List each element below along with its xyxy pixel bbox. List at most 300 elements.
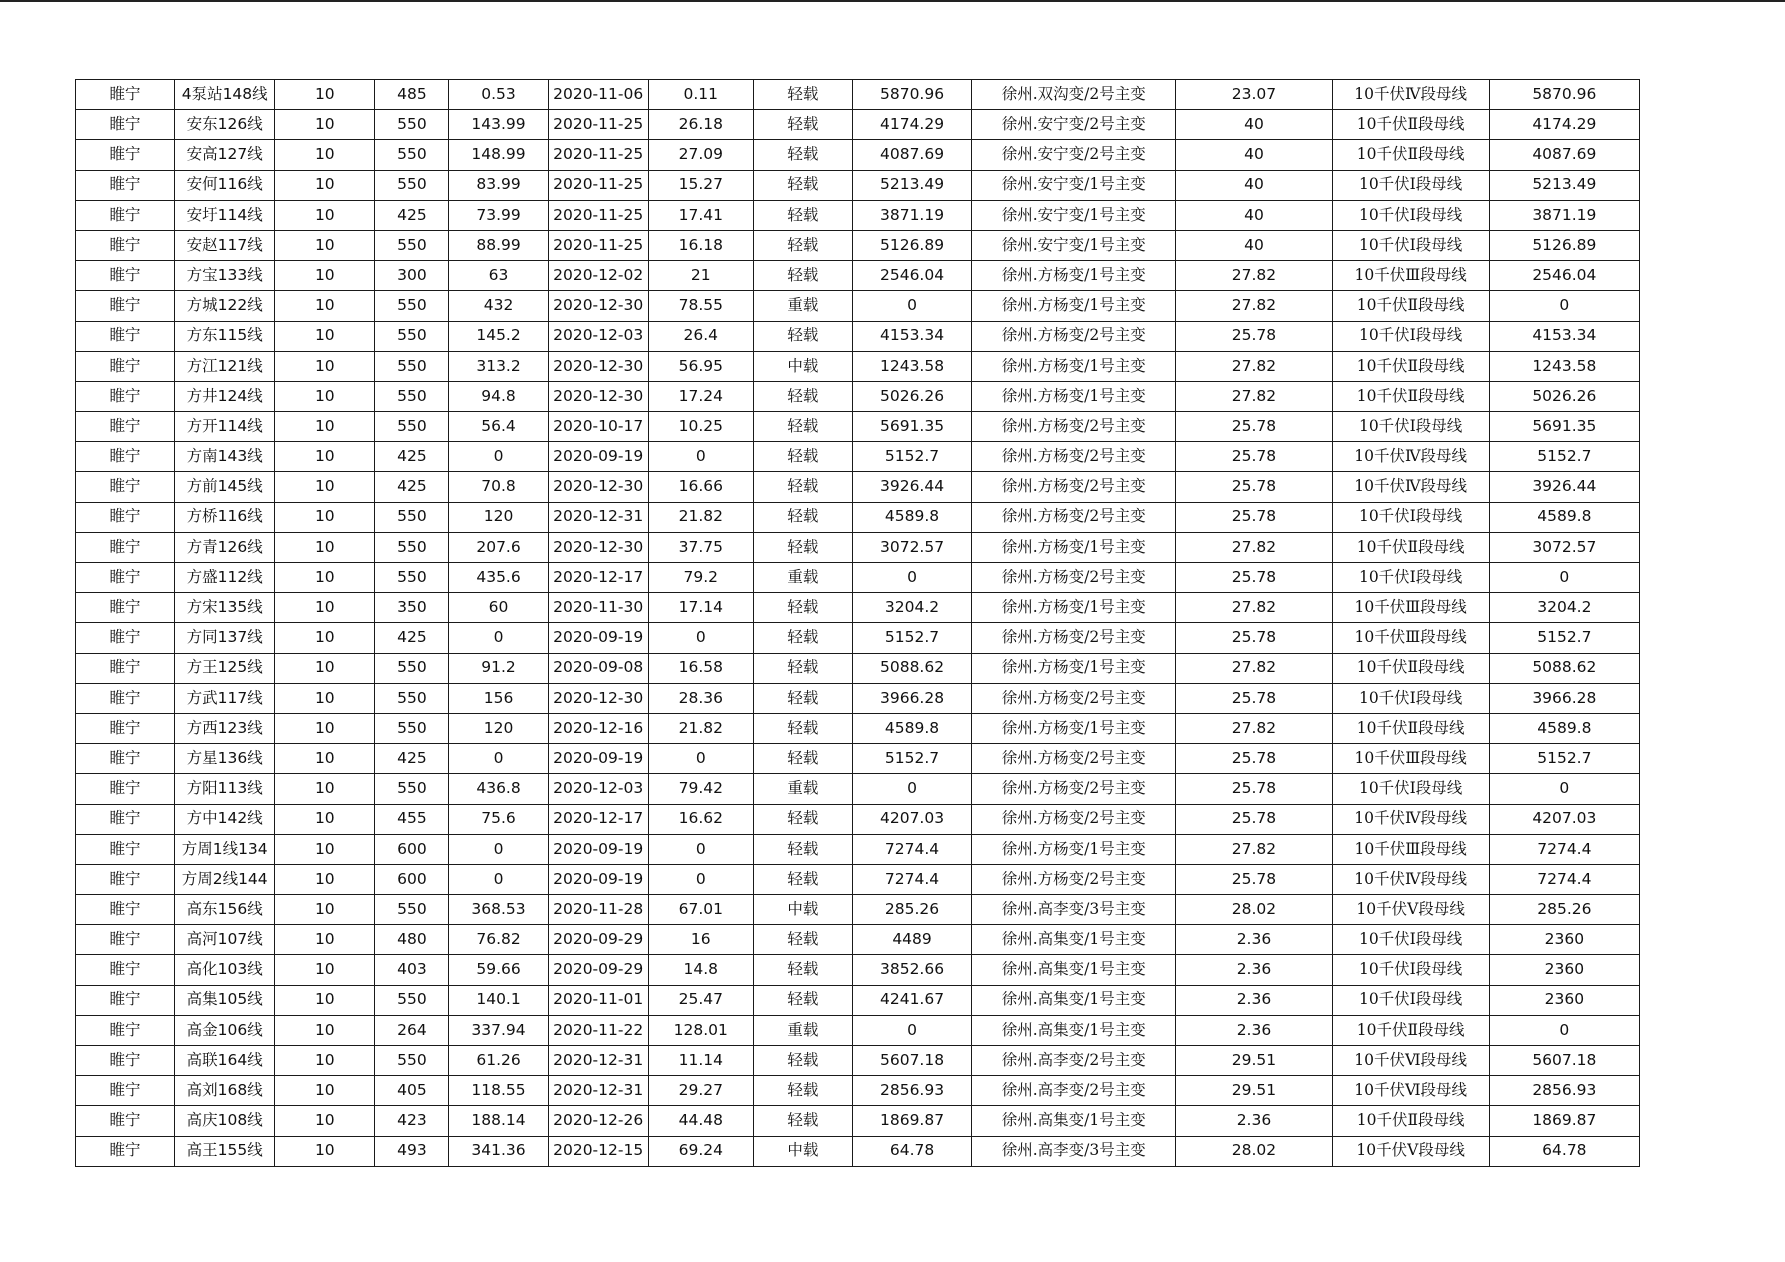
cell-bus-available: 0 bbox=[1489, 563, 1639, 593]
cell-rated-current: 550 bbox=[375, 1046, 449, 1076]
table-row bbox=[76, 291, 1640, 321]
cell-county: 睢宁 bbox=[76, 472, 175, 502]
cell-load-status: 轻载 bbox=[753, 864, 852, 894]
cell-load-status: 中载 bbox=[753, 895, 852, 925]
cell-voltage-kv: 10 bbox=[275, 925, 375, 955]
cell-bus-available: 3871.19 bbox=[1489, 200, 1639, 230]
cell-voltage-kv: 10 bbox=[275, 321, 375, 351]
cell-substation-transformer: 徐州.方杨变/2号主变 bbox=[972, 774, 1176, 804]
cell-county: 睢宁 bbox=[76, 502, 175, 532]
cell-rated-current: 300 bbox=[375, 261, 449, 291]
cell-line: 方周2线144 bbox=[175, 864, 275, 894]
cell-bus: 10千伏Ⅰ段母线 bbox=[1332, 412, 1489, 442]
cell-rated-current: 550 bbox=[375, 351, 449, 381]
cell-max-current: 88.99 bbox=[449, 230, 548, 260]
cell-bus-available: 3966.28 bbox=[1489, 683, 1639, 713]
cell-substation-transformer: 徐州.方杨变/1号主变 bbox=[972, 381, 1176, 411]
cell-max-current: 435.6 bbox=[449, 563, 548, 593]
cell-county: 睢宁 bbox=[76, 1136, 175, 1166]
cell-load-status: 轻载 bbox=[753, 683, 852, 713]
cell-available-capacity: 2856.93 bbox=[852, 1076, 971, 1106]
cell-bus: 10千伏Ⅲ段母线 bbox=[1332, 834, 1489, 864]
cell-max-time: 2020-12-30 bbox=[548, 532, 648, 562]
cell-bus: 10千伏Ⅰ段母线 bbox=[1332, 774, 1489, 804]
cell-line: 方东115线 bbox=[175, 321, 275, 351]
cell-voltage-kv: 10 bbox=[275, 1106, 375, 1136]
cell-rated-current: 600 bbox=[375, 864, 449, 894]
cell-bus-available: 4174.29 bbox=[1489, 110, 1639, 140]
cell-bus-available: 2360 bbox=[1489, 925, 1639, 955]
cell-substation-transformer: 徐州.安宁变/2号主变 bbox=[972, 140, 1176, 170]
cell-voltage-kv: 10 bbox=[275, 563, 375, 593]
cell-rated-current: 264 bbox=[375, 1015, 449, 1045]
cell-county: 睢宁 bbox=[76, 110, 175, 140]
cell-load-rate: 28.36 bbox=[648, 683, 753, 713]
cell-load-rate: 79.2 bbox=[648, 563, 753, 593]
cell-voltage-kv: 10 bbox=[275, 200, 375, 230]
cell-voltage-kv: 10 bbox=[275, 834, 375, 864]
cell-max-current: 94.8 bbox=[449, 381, 548, 411]
cell-rated-current: 480 bbox=[375, 925, 449, 955]
cell-load-rate: 11.14 bbox=[648, 1046, 753, 1076]
cell-load-status: 轻载 bbox=[753, 955, 852, 985]
cell-line: 方城122线 bbox=[175, 291, 275, 321]
cell-bus-available: 7274.4 bbox=[1489, 834, 1639, 864]
cell-max-time: 2020-12-02 bbox=[548, 261, 648, 291]
cell-transformer-capacity: 40 bbox=[1176, 200, 1332, 230]
cell-voltage-kv: 10 bbox=[275, 1046, 375, 1076]
cell-substation-transformer: 徐州.方杨变/1号主变 bbox=[972, 834, 1176, 864]
cell-substation-transformer: 徐州.方杨变/2号主变 bbox=[972, 744, 1176, 774]
cell-rated-current: 425 bbox=[375, 623, 449, 653]
cell-line: 安赵117线 bbox=[175, 230, 275, 260]
cell-load-rate: 16.58 bbox=[648, 653, 753, 683]
cell-substation-transformer: 徐州.方杨变/2号主变 bbox=[972, 502, 1176, 532]
cell-bus: 10千伏Ⅴ段母线 bbox=[1332, 1136, 1489, 1166]
cell-line: 方阳113线 bbox=[175, 774, 275, 804]
cell-bus: 10千伏Ⅳ段母线 bbox=[1332, 804, 1489, 834]
cell-line: 方星136线 bbox=[175, 744, 275, 774]
feeder-load-table bbox=[75, 79, 1640, 1167]
cell-substation-transformer: 徐州.方杨变/1号主变 bbox=[972, 351, 1176, 381]
cell-voltage-kv: 10 bbox=[275, 381, 375, 411]
cell-available-capacity: 0 bbox=[852, 291, 971, 321]
cell-voltage-kv: 10 bbox=[275, 230, 375, 260]
cell-transformer-capacity: 40 bbox=[1176, 230, 1332, 260]
cell-transformer-capacity: 27.82 bbox=[1176, 291, 1332, 321]
cell-voltage-kv: 10 bbox=[275, 623, 375, 653]
cell-substation-transformer: 徐州.双沟变/2号主变 bbox=[972, 80, 1176, 110]
cell-rated-current: 425 bbox=[375, 442, 449, 472]
cell-load-status: 轻载 bbox=[753, 321, 852, 351]
cell-substation-transformer: 徐州.方杨变/2号主变 bbox=[972, 563, 1176, 593]
cell-voltage-kv: 10 bbox=[275, 653, 375, 683]
cell-load-rate: 15.27 bbox=[648, 170, 753, 200]
cell-max-time: 2020-12-03 bbox=[548, 321, 648, 351]
cell-available-capacity: 7274.4 bbox=[852, 834, 971, 864]
cell-load-status: 轻载 bbox=[753, 925, 852, 955]
cell-max-time: 2020-09-19 bbox=[548, 744, 648, 774]
cell-load-status: 轻载 bbox=[753, 834, 852, 864]
cell-voltage-kv: 10 bbox=[275, 955, 375, 985]
cell-max-current: 70.8 bbox=[449, 472, 548, 502]
table-row bbox=[76, 472, 1640, 502]
cell-substation-transformer: 徐州.高集变/1号主变 bbox=[972, 925, 1176, 955]
table-row bbox=[76, 170, 1640, 200]
cell-transformer-capacity: 2.36 bbox=[1176, 985, 1332, 1015]
cell-available-capacity: 5126.89 bbox=[852, 230, 971, 260]
cell-substation-transformer: 徐州.高集变/1号主变 bbox=[972, 955, 1176, 985]
cell-rated-current: 423 bbox=[375, 1106, 449, 1136]
cell-rated-current: 550 bbox=[375, 532, 449, 562]
table-row bbox=[76, 864, 1640, 894]
cell-voltage-kv: 10 bbox=[275, 1015, 375, 1045]
cell-transformer-capacity: 25.78 bbox=[1176, 683, 1332, 713]
cell-line: 方中142线 bbox=[175, 804, 275, 834]
cell-county: 睢宁 bbox=[76, 412, 175, 442]
cell-substation-transformer: 徐州.方杨变/2号主变 bbox=[972, 623, 1176, 653]
cell-bus-available: 5870.96 bbox=[1489, 80, 1639, 110]
cell-voltage-kv: 10 bbox=[275, 774, 375, 804]
cell-load-rate: 21.82 bbox=[648, 713, 753, 743]
cell-available-capacity: 5691.35 bbox=[852, 412, 971, 442]
cell-max-current: 148.99 bbox=[449, 140, 548, 170]
cell-line: 安高127线 bbox=[175, 140, 275, 170]
cell-bus-available: 1243.58 bbox=[1489, 351, 1639, 381]
cell-substation-transformer: 徐州.方杨变/2号主变 bbox=[972, 321, 1176, 351]
cell-rated-current: 550 bbox=[375, 140, 449, 170]
cell-load-rate: 0 bbox=[648, 442, 753, 472]
cell-transformer-capacity: 29.51 bbox=[1176, 1076, 1332, 1106]
cell-rated-current: 550 bbox=[375, 321, 449, 351]
cell-bus-available: 1869.87 bbox=[1489, 1106, 1639, 1136]
cell-available-capacity: 5870.96 bbox=[852, 80, 971, 110]
cell-line: 高庆108线 bbox=[175, 1106, 275, 1136]
cell-transformer-capacity: 25.78 bbox=[1176, 412, 1332, 442]
cell-county: 睢宁 bbox=[76, 291, 175, 321]
cell-substation-transformer: 徐州.方杨变/1号主变 bbox=[972, 261, 1176, 291]
cell-transformer-capacity: 28.02 bbox=[1176, 895, 1332, 925]
cell-rated-current: 550 bbox=[375, 110, 449, 140]
cell-bus-available: 285.26 bbox=[1489, 895, 1639, 925]
table-row bbox=[76, 230, 1640, 260]
cell-max-time: 2020-12-31 bbox=[548, 502, 648, 532]
cell-bus-available: 5152.7 bbox=[1489, 744, 1639, 774]
cell-line: 高王155线 bbox=[175, 1136, 275, 1166]
cell-line: 安何116线 bbox=[175, 170, 275, 200]
cell-bus-available: 2360 bbox=[1489, 985, 1639, 1015]
cell-bus-available: 5088.62 bbox=[1489, 653, 1639, 683]
cell-county: 睢宁 bbox=[76, 442, 175, 472]
cell-max-time: 2020-12-16 bbox=[548, 713, 648, 743]
cell-county: 睢宁 bbox=[76, 1015, 175, 1045]
cell-line: 方宋135线 bbox=[175, 593, 275, 623]
cell-substation-transformer: 徐州.方杨变/1号主变 bbox=[972, 593, 1176, 623]
cell-line: 方前145线 bbox=[175, 472, 275, 502]
cell-rated-current: 455 bbox=[375, 804, 449, 834]
cell-rated-current: 550 bbox=[375, 170, 449, 200]
cell-load-status: 重载 bbox=[753, 291, 852, 321]
cell-max-current: 368.53 bbox=[449, 895, 548, 925]
cell-max-current: 0 bbox=[449, 442, 548, 472]
cell-transformer-capacity: 25.78 bbox=[1176, 321, 1332, 351]
cell-max-time: 2020-09-29 bbox=[548, 955, 648, 985]
cell-voltage-kv: 10 bbox=[275, 895, 375, 925]
cell-load-status: 轻载 bbox=[753, 1076, 852, 1106]
cell-load-rate: 25.47 bbox=[648, 985, 753, 1015]
cell-available-capacity: 5213.49 bbox=[852, 170, 971, 200]
cell-available-capacity: 285.26 bbox=[852, 895, 971, 925]
cell-max-time: 2020-09-19 bbox=[548, 623, 648, 653]
cell-substation-transformer: 徐州.方杨变/1号主变 bbox=[972, 532, 1176, 562]
cell-max-time: 2020-09-19 bbox=[548, 442, 648, 472]
cell-rated-current: 550 bbox=[375, 291, 449, 321]
cell-rated-current: 403 bbox=[375, 955, 449, 985]
cell-transformer-capacity: 27.82 bbox=[1176, 261, 1332, 291]
cell-transformer-capacity: 27.82 bbox=[1176, 593, 1332, 623]
cell-rated-current: 550 bbox=[375, 895, 449, 925]
cell-available-capacity: 5088.62 bbox=[852, 653, 971, 683]
cell-available-capacity: 1243.58 bbox=[852, 351, 971, 381]
cell-county: 睢宁 bbox=[76, 713, 175, 743]
cell-line: 方同137线 bbox=[175, 623, 275, 653]
cell-load-rate: 79.42 bbox=[648, 774, 753, 804]
cell-max-current: 0 bbox=[449, 744, 548, 774]
cell-max-time: 2020-12-30 bbox=[548, 381, 648, 411]
cell-county: 睢宁 bbox=[76, 200, 175, 230]
cell-rated-current: 550 bbox=[375, 985, 449, 1015]
cell-load-rate: 37.75 bbox=[648, 532, 753, 562]
table-row bbox=[76, 1046, 1640, 1076]
cell-max-current: 75.6 bbox=[449, 804, 548, 834]
cell-voltage-kv: 10 bbox=[275, 864, 375, 894]
cell-max-current: 140.1 bbox=[449, 985, 548, 1015]
cell-load-rate: 29.27 bbox=[648, 1076, 753, 1106]
cell-max-time: 2020-11-25 bbox=[548, 140, 648, 170]
cell-bus: 10千伏Ⅲ段母线 bbox=[1332, 593, 1489, 623]
table-row bbox=[76, 985, 1640, 1015]
cell-max-current: 76.82 bbox=[449, 925, 548, 955]
cell-max-current: 83.99 bbox=[449, 170, 548, 200]
cell-bus-available: 2360 bbox=[1489, 955, 1639, 985]
cell-available-capacity: 3204.2 bbox=[852, 593, 971, 623]
cell-voltage-kv: 10 bbox=[275, 713, 375, 743]
cell-max-current: 156 bbox=[449, 683, 548, 713]
table-row bbox=[76, 744, 1640, 774]
cell-load-rate: 78.55 bbox=[648, 291, 753, 321]
cell-max-current: 120 bbox=[449, 713, 548, 743]
cell-available-capacity: 5152.7 bbox=[852, 442, 971, 472]
cell-bus-available: 4153.34 bbox=[1489, 321, 1639, 351]
table-row bbox=[76, 442, 1640, 472]
cell-bus: 10千伏Ⅱ段母线 bbox=[1332, 351, 1489, 381]
table-row bbox=[76, 623, 1640, 653]
cell-transformer-capacity: 25.78 bbox=[1176, 623, 1332, 653]
cell-line: 高集105线 bbox=[175, 985, 275, 1015]
table-row bbox=[76, 321, 1640, 351]
cell-voltage-kv: 10 bbox=[275, 985, 375, 1015]
cell-bus-available: 5607.18 bbox=[1489, 1046, 1639, 1076]
cell-max-time: 2020-11-28 bbox=[548, 895, 648, 925]
cell-line: 高联164线 bbox=[175, 1046, 275, 1076]
cell-bus: 10千伏Ⅵ段母线 bbox=[1332, 1076, 1489, 1106]
table-row bbox=[76, 140, 1640, 170]
cell-max-time: 2020-12-17 bbox=[548, 804, 648, 834]
cell-load-status: 中载 bbox=[753, 351, 852, 381]
table-row bbox=[76, 200, 1640, 230]
cell-bus-available: 3204.2 bbox=[1489, 593, 1639, 623]
cell-county: 睢宁 bbox=[76, 1106, 175, 1136]
cell-bus: 10千伏Ⅰ段母线 bbox=[1332, 683, 1489, 713]
cell-transformer-capacity: 2.36 bbox=[1176, 1015, 1332, 1045]
cell-county: 睢宁 bbox=[76, 563, 175, 593]
cell-bus-available: 2856.93 bbox=[1489, 1076, 1639, 1106]
cell-max-time: 2020-12-30 bbox=[548, 291, 648, 321]
cell-transformer-capacity: 40 bbox=[1176, 170, 1332, 200]
cell-max-current: 143.99 bbox=[449, 110, 548, 140]
cell-substation-transformer: 徐州.方杨变/2号主变 bbox=[972, 864, 1176, 894]
cell-max-current: 313.2 bbox=[449, 351, 548, 381]
cell-bus-available: 4589.8 bbox=[1489, 713, 1639, 743]
cell-max-current: 118.55 bbox=[449, 1076, 548, 1106]
table-row bbox=[76, 1015, 1640, 1045]
cell-voltage-kv: 10 bbox=[275, 1076, 375, 1106]
cell-bus-available: 4589.8 bbox=[1489, 502, 1639, 532]
cell-load-status: 轻载 bbox=[753, 532, 852, 562]
cell-bus: 10千伏Ⅴ段母线 bbox=[1332, 895, 1489, 925]
cell-max-current: 63 bbox=[449, 261, 548, 291]
cell-county: 睢宁 bbox=[76, 170, 175, 200]
cell-available-capacity: 4174.29 bbox=[852, 110, 971, 140]
cell-max-current: 60 bbox=[449, 593, 548, 623]
cell-max-current: 0 bbox=[449, 623, 548, 653]
cell-max-time: 2020-12-30 bbox=[548, 472, 648, 502]
cell-load-status: 轻载 bbox=[753, 80, 852, 110]
cell-bus: 10千伏Ⅰ段母线 bbox=[1332, 321, 1489, 351]
cell-county: 睢宁 bbox=[76, 955, 175, 985]
cell-transformer-capacity: 27.82 bbox=[1176, 351, 1332, 381]
cell-max-current: 0 bbox=[449, 834, 548, 864]
cell-transformer-capacity: 27.82 bbox=[1176, 834, 1332, 864]
cell-transformer-capacity: 2.36 bbox=[1176, 1106, 1332, 1136]
cell-line: 方王125线 bbox=[175, 653, 275, 683]
cell-county: 睢宁 bbox=[76, 140, 175, 170]
cell-load-status: 轻载 bbox=[753, 381, 852, 411]
cell-load-rate: 0.11 bbox=[648, 80, 753, 110]
cell-rated-current: 405 bbox=[375, 1076, 449, 1106]
cell-max-current: 73.99 bbox=[449, 200, 548, 230]
table-row bbox=[76, 532, 1640, 562]
cell-line: 4泵站148线 bbox=[175, 80, 275, 110]
cell-voltage-kv: 10 bbox=[275, 472, 375, 502]
cell-load-rate: 21 bbox=[648, 261, 753, 291]
cell-voltage-kv: 10 bbox=[275, 261, 375, 291]
cell-county: 睢宁 bbox=[76, 834, 175, 864]
cell-rated-current: 550 bbox=[375, 502, 449, 532]
cell-available-capacity: 4207.03 bbox=[852, 804, 971, 834]
table-row bbox=[76, 653, 1640, 683]
cell-rated-current: 600 bbox=[375, 834, 449, 864]
cell-voltage-kv: 10 bbox=[275, 502, 375, 532]
cell-county: 睢宁 bbox=[76, 321, 175, 351]
cell-max-time: 2020-12-31 bbox=[548, 1046, 648, 1076]
table-row bbox=[76, 261, 1640, 291]
cell-substation-transformer: 徐州.安宁变/2号主变 bbox=[972, 110, 1176, 140]
cell-line: 方盛112线 bbox=[175, 563, 275, 593]
cell-load-rate: 44.48 bbox=[648, 1106, 753, 1136]
cell-bus-available: 4207.03 bbox=[1489, 804, 1639, 834]
table-row bbox=[76, 713, 1640, 743]
cell-bus-available: 0 bbox=[1489, 291, 1639, 321]
cell-bus-available: 3072.57 bbox=[1489, 532, 1639, 562]
cell-transformer-capacity: 25.78 bbox=[1176, 442, 1332, 472]
cell-available-capacity: 2546.04 bbox=[852, 261, 971, 291]
cell-available-capacity: 4241.67 bbox=[852, 985, 971, 1015]
cell-bus-available: 2546.04 bbox=[1489, 261, 1639, 291]
table-row bbox=[76, 412, 1640, 442]
cell-max-time: 2020-12-15 bbox=[548, 1136, 648, 1166]
cell-line: 高东156线 bbox=[175, 895, 275, 925]
cell-county: 睢宁 bbox=[76, 623, 175, 653]
cell-substation-transformer: 徐州.安宁变/1号主变 bbox=[972, 200, 1176, 230]
cell-bus: 10千伏Ⅰ段母线 bbox=[1332, 563, 1489, 593]
cell-line: 方周1线134 bbox=[175, 834, 275, 864]
cell-rated-current: 485 bbox=[375, 80, 449, 110]
cell-load-status: 轻载 bbox=[753, 804, 852, 834]
cell-substation-transformer: 徐州.高李变/2号主变 bbox=[972, 1076, 1176, 1106]
cell-rated-current: 550 bbox=[375, 563, 449, 593]
cell-substation-transformer: 徐州.高李变/3号主变 bbox=[972, 895, 1176, 925]
cell-load-status: 轻载 bbox=[753, 170, 852, 200]
cell-bus: 10千伏Ⅰ段母线 bbox=[1332, 170, 1489, 200]
cell-substation-transformer: 徐州.安宁变/1号主变 bbox=[972, 230, 1176, 260]
cell-bus: 10千伏Ⅱ段母线 bbox=[1332, 713, 1489, 743]
cell-rated-current: 550 bbox=[375, 230, 449, 260]
cell-max-current: 337.94 bbox=[449, 1015, 548, 1045]
cell-max-current: 432 bbox=[449, 291, 548, 321]
cell-bus: 10千伏Ⅳ段母线 bbox=[1332, 864, 1489, 894]
cell-load-status: 轻载 bbox=[753, 653, 852, 683]
table-row bbox=[76, 351, 1640, 381]
cell-line: 方桥116线 bbox=[175, 502, 275, 532]
cell-max-time: 2020-12-17 bbox=[548, 563, 648, 593]
cell-available-capacity: 0 bbox=[852, 563, 971, 593]
cell-load-rate: 0 bbox=[648, 623, 753, 653]
cell-voltage-kv: 10 bbox=[275, 351, 375, 381]
cell-load-rate: 56.95 bbox=[648, 351, 753, 381]
cell-rated-current: 550 bbox=[375, 381, 449, 411]
cell-load-status: 轻载 bbox=[753, 1046, 852, 1076]
cell-bus: 10千伏Ⅱ段母线 bbox=[1332, 653, 1489, 683]
cell-available-capacity: 3852.66 bbox=[852, 955, 971, 985]
cell-bus-available: 5026.26 bbox=[1489, 381, 1639, 411]
cell-max-time: 2020-11-30 bbox=[548, 593, 648, 623]
cell-transformer-capacity: 40 bbox=[1176, 110, 1332, 140]
cell-max-current: 59.66 bbox=[449, 955, 548, 985]
cell-bus-available: 7274.4 bbox=[1489, 864, 1639, 894]
cell-bus: 10千伏Ⅲ段母线 bbox=[1332, 261, 1489, 291]
cell-county: 睢宁 bbox=[76, 381, 175, 411]
cell-max-time: 2020-11-25 bbox=[548, 230, 648, 260]
cell-substation-transformer: 徐州.高李变/3号主变 bbox=[972, 1136, 1176, 1166]
cell-transformer-capacity: 2.36 bbox=[1176, 955, 1332, 985]
cell-load-rate: 16.62 bbox=[648, 804, 753, 834]
cell-voltage-kv: 10 bbox=[275, 804, 375, 834]
cell-bus-available: 5152.7 bbox=[1489, 623, 1639, 653]
cell-line: 高化103线 bbox=[175, 955, 275, 985]
cell-line: 方井124线 bbox=[175, 381, 275, 411]
cell-bus: 10千伏Ⅳ段母线 bbox=[1332, 80, 1489, 110]
